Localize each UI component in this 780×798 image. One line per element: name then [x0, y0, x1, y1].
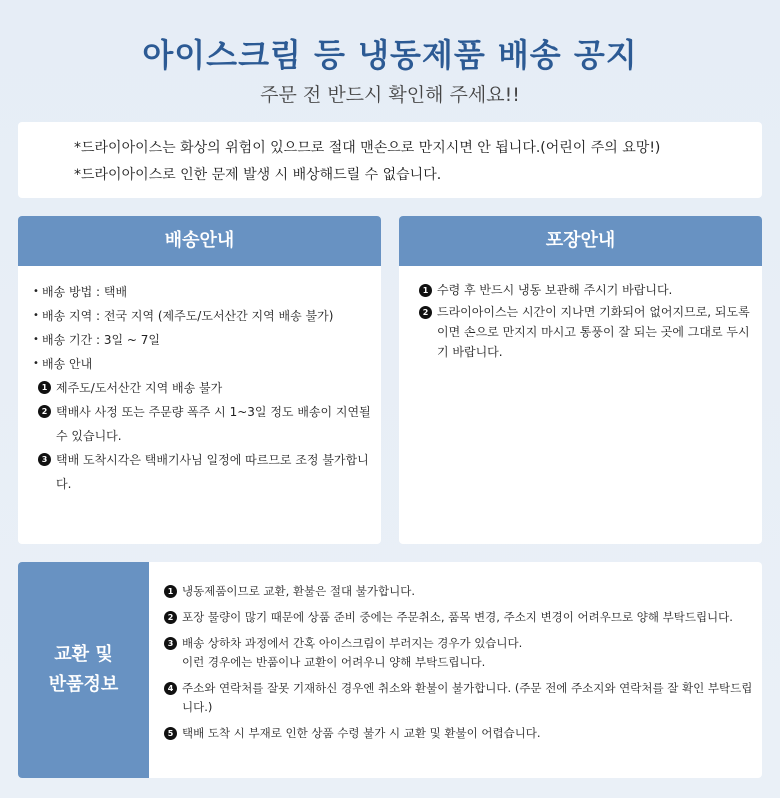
number-5-icon: 5 [164, 727, 177, 740]
list-item [164, 634, 762, 672]
number-4-icon: 4 [164, 682, 177, 695]
bullet-icon: • [33, 358, 39, 369]
list-item [38, 400, 371, 448]
list-item [164, 724, 762, 743]
list-item [164, 679, 762, 717]
exchange-note-line: 주소와 연락처를 잘못 기재하신 경우엔 취소와 환불이 불가합니다. (주문 전에 주소지와 연락처를 잘 확인 부탁드립니다.) [182, 681, 753, 714]
number-3-icon: 3 [38, 453, 51, 466]
exchange-note-line: 냉동제품이므로 교환, 환불은 절대 불가합니다. [182, 584, 416, 598]
number-1-icon: 1 [164, 585, 177, 598]
shipping-panel [18, 216, 381, 544]
page-subtitle: 주문 전 반드시 확인해 주세요!! [260, 84, 520, 106]
shipping-region: 배송 지역 : 전국 지역 (제주도/도서산간 지역 배송 불가) [42, 309, 334, 323]
exchange-note-line: 이런 경우에는 반품이나 교환이 어려우니 양해 부탁드립니다. [182, 655, 486, 669]
exchange-return-section [18, 562, 762, 778]
number-2-icon: 2 [38, 405, 51, 418]
exchange-return-title [18, 562, 149, 778]
exchange-note [182, 724, 762, 743]
bullet-icon: • [33, 310, 39, 321]
exchange-title-line: 반품정보 [48, 674, 119, 695]
number-3-icon: 3 [164, 637, 177, 650]
warning-line: *드라이아이스는 화상의 위험이 있으므로 절대 맨손으로 만지시면 안 됩니다.(어린이 주의 요망!) [74, 140, 661, 156]
packaging-panel-title: 포장안내 [399, 216, 762, 266]
list-item [419, 280, 750, 300]
number-2-icon: 2 [164, 611, 177, 624]
warning-line: *드라이아이스로 인한 문제 발생 시 배상해드릴 수 없습니다. [74, 167, 442, 183]
exchange-note [182, 582, 762, 601]
shipping-panel-title: 배송안내 [18, 216, 381, 266]
list-item [38, 448, 371, 496]
shipping-panel-body [18, 266, 381, 496]
exchange-note [182, 634, 762, 672]
list-item [38, 376, 371, 400]
shipping-note: 택배사 사정 또는 주문량 폭주 시 1~3일 정도 배송이 지연될 수 있습니다. [56, 405, 371, 443]
shipping-note: 제주도/도서산간 지역 배송 불가 [56, 381, 223, 395]
list-item [30, 352, 371, 376]
shipping-method: 배송 방법 : 택배 [42, 285, 128, 299]
list-item [30, 304, 371, 328]
exchange-note [182, 679, 762, 717]
exchange-title-line: 교환 및 [54, 644, 113, 665]
packaging-note: 수령 후 반드시 냉동 보관해 주시기 바랍니다. [437, 283, 673, 297]
bullet-icon: • [33, 286, 39, 297]
packaging-panel-body [399, 266, 762, 362]
shipping-note: 택배 도착시각은 택배기사님 일정에 따르므로 조정 불가합니다. [56, 453, 369, 491]
exchange-return-body [164, 582, 762, 750]
list-item [30, 328, 371, 352]
bullet-icon: • [33, 334, 39, 345]
exchange-note-line: 배송 상하차 과정에서 간혹 아이스크림이 부러지는 경우가 있습니다. [182, 636, 523, 650]
list-item [30, 280, 371, 304]
number-1-icon: 1 [38, 381, 51, 394]
exchange-note [182, 608, 762, 627]
shipping-period: 배송 기간 : 3일 ~ 7일 [42, 333, 160, 347]
exchange-note-line: 포장 물량이 많기 때문에 상품 준비 중에는 주문취소, 품목 변경, 주소지 변경이 어려우므로 양해 부탁드립니다. [182, 610, 733, 624]
packaging-note: 드라이아이스는 시간이 지나면 기화되어 없어지므로, 되도록이면 손으로 만지지 마시고 통풍이 잘 되는 곳에 그대로 두시기 바랍니다. [437, 305, 750, 359]
number-2-icon: 2 [419, 306, 432, 319]
list-item [419, 302, 750, 362]
shipping-guide-label: 배송 안내 [42, 357, 93, 371]
list-item [164, 608, 762, 627]
list-item [164, 582, 762, 601]
number-1-icon: 1 [419, 284, 432, 297]
packaging-panel [399, 216, 762, 544]
dry-ice-warning-box [18, 122, 762, 198]
page-title: 아이스크림 등 냉동제품 배송 공지 [142, 36, 638, 74]
exchange-note-line: 택배 도착 시 부재로 인한 상품 수령 불가 시 교환 및 환불이 어렵습니다. [182, 726, 541, 740]
